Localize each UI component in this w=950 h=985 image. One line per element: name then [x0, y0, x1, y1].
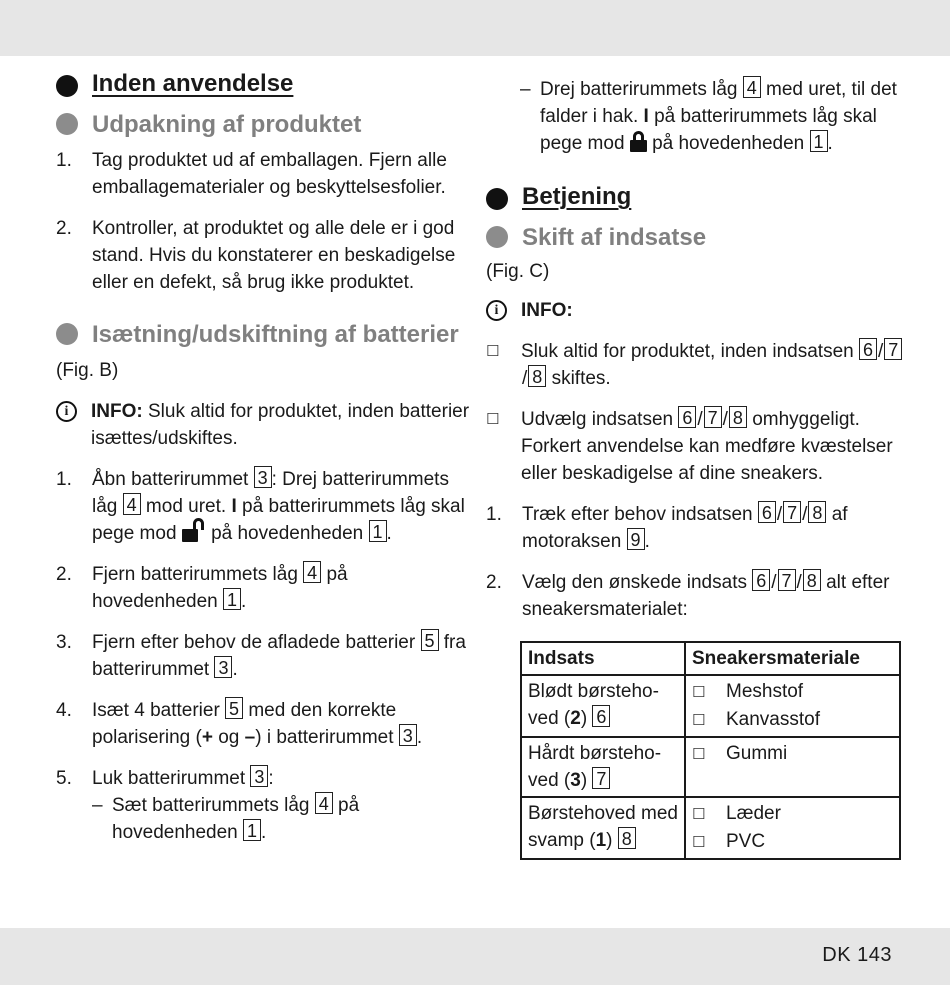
list-item: 2. Fjern batterirummets låg 4 på hovedenheden 1 . — [56, 563, 348, 612]
ref-box: 8 — [528, 365, 546, 387]
left-column — [56, 70, 472, 846]
info-icon: i — [486, 300, 507, 321]
ref-box: 9 — [627, 528, 645, 550]
top-band — [0, 0, 950, 56]
bullet-dot-icon — [486, 226, 508, 248]
ref-box: 3 — [254, 466, 272, 488]
table-header: Indsats — [521, 642, 685, 675]
table-row — [521, 675, 900, 737]
ref-box: 8 — [618, 827, 636, 849]
ref-box: 7 — [783, 501, 801, 523]
ref-box: 7 — [884, 338, 902, 360]
insert-material-table — [520, 641, 901, 860]
list-item: 1. Træk efter behov indsatsen 6 / 7 / 8 af motoraksen 9 . — [486, 503, 848, 552]
ref-box: 1 — [243, 819, 261, 841]
ref-box: 6 — [758, 501, 776, 523]
ref-box: 4 — [123, 493, 141, 515]
ref-box: 4 — [743, 76, 761, 98]
checkbox-icon: ☐ — [692, 834, 706, 851]
checkbox-icon: ☐ — [486, 343, 500, 360]
list-item: ☐ Udvælg indsatsen 6 / 7 / 8 omhyggeligt. Forkert anvendelse kan medføre kvæstelser eller beskadigelse af dine sneakers. — [486, 406, 906, 487]
checkbox-icon: ☐ — [692, 746, 706, 763]
checkbox-icon: ☐ — [692, 712, 706, 729]
info-icon: i — [56, 401, 77, 422]
heading-change-insert: Skift af indsatse — [486, 221, 906, 254]
bullet-dot-icon — [56, 113, 78, 135]
table-cell: ☐ Meshstof ☐ Kanvasstof — [685, 675, 900, 737]
sub-step: – Sæt batterirummets låg 4 på hovedenheden 1 . — [92, 794, 360, 843]
bullet-dot-icon — [486, 188, 508, 210]
ref-box: 6 — [592, 705, 610, 727]
list-item: 5. Luk batterirummet 3 : – Sæt batterirummets låg 4 på hovedenheden 1 . — [56, 765, 472, 846]
ref-box: 3 — [399, 724, 417, 746]
figure-reference: (Fig. B) — [56, 360, 119, 381]
ref-box: 1 — [369, 520, 387, 542]
info-note: i INFO: Sluk altid for produktet, inden batterier isættes/udskiftes. — [56, 398, 472, 452]
ref-box: 5 — [225, 697, 243, 719]
heading-before-use: Inden anvendelse — [56, 70, 472, 98]
ref-box: 1 — [223, 588, 241, 610]
table-cell: Blødt børsteho- ved (2) 6 — [521, 675, 685, 737]
ref-box: 4 — [315, 792, 333, 814]
ref-box: 6 — [752, 569, 770, 591]
ref-box: 8 — [808, 501, 826, 523]
ref-box: 3 — [214, 656, 232, 678]
bullet-dot-icon — [56, 75, 78, 97]
ref-box: 1 — [810, 130, 828, 152]
list-item: 2. Kontroller, at produktet og alle dele er i god stand. Hvis du konstaterer en beskadigelse eller en defekt, så brug ikke produktet. — [56, 218, 456, 293]
ref-box: 6 — [678, 406, 696, 428]
table-cell: ☐ Læder ☐ PVC — [685, 797, 900, 859]
heading-batteries: Isætning/udskiftning af batterier — [56, 318, 472, 351]
footer-band — [0, 928, 950, 985]
locked-padlock-icon — [630, 131, 647, 151]
info-note: i INFO: — [486, 297, 906, 324]
ref-box: 8 — [729, 406, 747, 428]
list-item: 1. Tag produktet ud af emballagen. Fjern alle emballagematerialer og beskyttelsesfolier. — [56, 150, 447, 198]
checkbox-icon: ☐ — [692, 684, 706, 701]
bullet-dot-icon — [56, 323, 78, 345]
figure-reference: (Fig. C) — [486, 261, 550, 282]
ref-box: 7 — [778, 569, 796, 591]
heading-operation: Betjening — [486, 183, 906, 211]
table-cell: ☐ Gummi — [685, 737, 900, 797]
list-item: 4. Isæt 4 batterier 5 med den korrekte polarisering (+ og –) i batterirummet 3 . — [56, 699, 423, 748]
heading-unpacking: Udpakning af produktet — [56, 108, 472, 141]
right-column — [486, 70, 906, 860]
unlocked-padlock-icon — [182, 521, 206, 541]
ref-box: 8 — [803, 569, 821, 591]
table-row — [521, 737, 900, 797]
table-cell: Hårdt børsteho- ved (3) 7 — [521, 737, 685, 797]
table-cell: Børstehoved med svamp (1) 8 — [521, 797, 685, 859]
list-item: ☐ Sluk altid for produktet, inden indsatsen 6 / 7/ 8 skiftes. — [486, 338, 906, 392]
ref-box: 6 — [859, 338, 877, 360]
list-item: 3. Fjern efter behov de afladede batterier 5 fra batterirummet 3 . — [56, 631, 466, 680]
checkbox-icon: ☐ — [692, 806, 706, 823]
checkbox-icon: ☐ — [486, 411, 500, 428]
ref-box: 7 — [704, 406, 722, 428]
page-number: DK 143 — [822, 944, 892, 966]
sub-step: – Drej batterirummets låg 4 med uret, til det falder i hak. I på batterirummets låg skal pege mod på hovedenheden 1 . — [520, 78, 897, 154]
ref-box: 5 — [421, 629, 439, 651]
ref-box: 4 — [303, 561, 321, 583]
table-header-row — [521, 642, 900, 675]
list-item: 1. Åbn batterirummet 3 : Drej batterirummets låg 4 mod uret. I på batterirummets låg skal pege mod på hovedenheden 1 . — [56, 468, 465, 544]
ref-box: 3 — [250, 765, 268, 787]
list-item: 2. Vælg den ønskede indsats 6 / 7 / 8 alt efter sneakersmaterialet: — [486, 571, 890, 620]
table-row — [521, 797, 900, 859]
table-header: Sneakersmateriale — [685, 642, 900, 675]
ref-box: 7 — [592, 767, 610, 789]
